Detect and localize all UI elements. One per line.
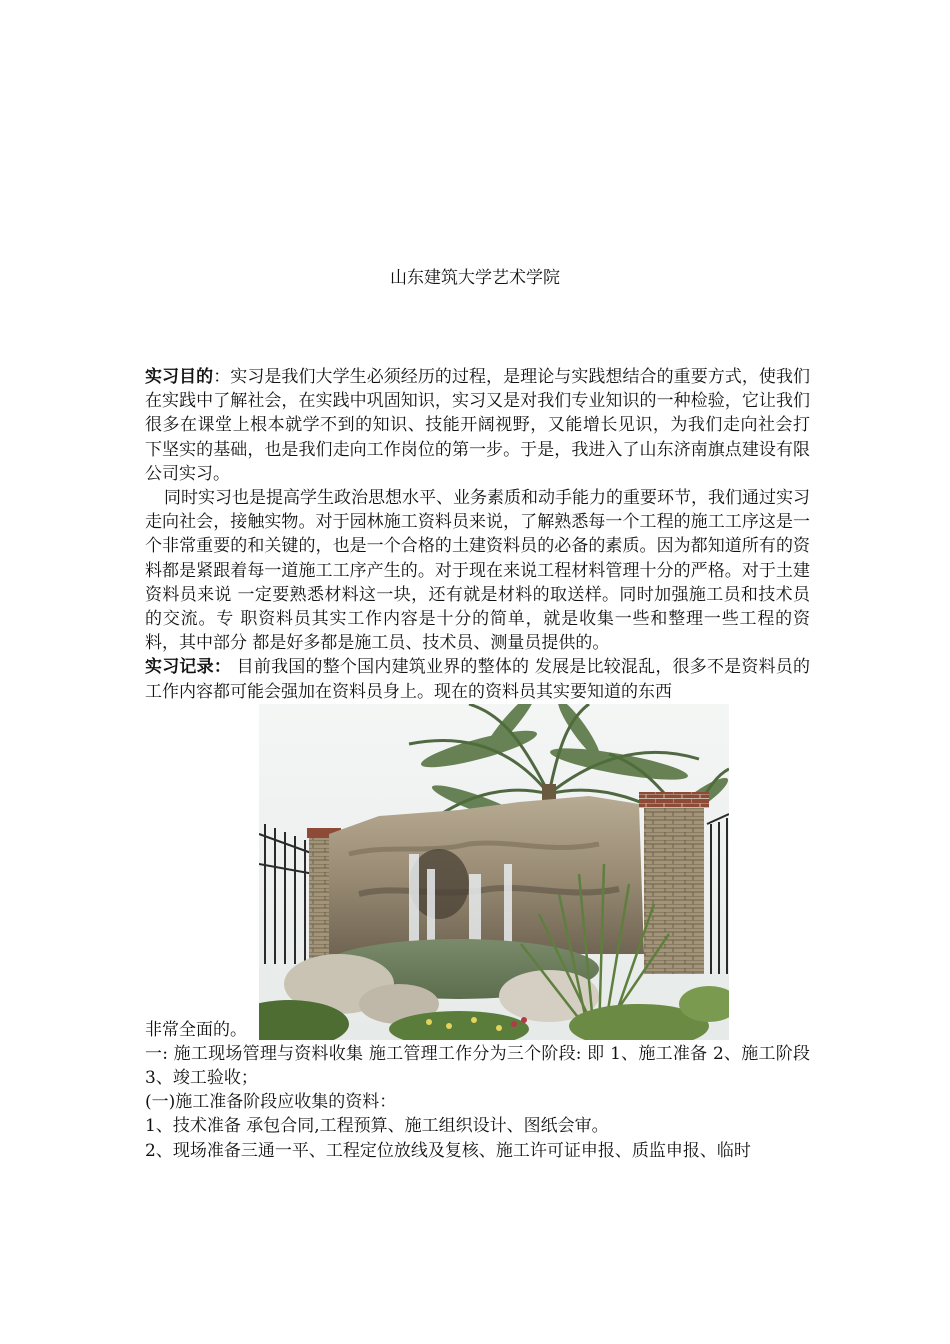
figure-line (145, 704, 810, 1042)
garden-rockery-waterfall-photo (259, 704, 729, 1040)
purpose-text: ：实习是我们大学生必须经历的过程，是理论与实践想结合的重要方式，使我们在实践中了解社会，在实践中巩固知识，实习又是对我们专业知识的一种检验，它让我们很多在课堂上根本就学不到的知识、技能开阔视野，又能增长见识，为我们走向社会打 下坚实的基础，也是我们走向工作岗位的第一步。于是，我进入了山东济南旗点建设有限公司实习。 (145, 367, 811, 484)
paragraph-importance: 同时实习也是提高学生政治思想水平、业务素质和动手能力的重要环节，我们通过实习走向社会，接触实物。对于园林施工资料员来说，了解熟悉每一个工程的施工工序这是一个非常重要的和关键的，也是一个合格的土建资料员的必备的素质。因为都知道所有的资料都是紧跟着每一道施工工序产生的。对于现在来说工程材料管理十分的严格。对于土建资料员来说 一定要熟悉材料这一块，还有就是材料的取送样。同时加强施工员和技术员的交流。专 职资料员其实工作内容是十分的简单，就是收集一些和整理一些工程的资料，其中部分 都是好多都是施工员、技术员、测量员提供的。 (145, 488, 810, 654)
paragraph-record (145, 655, 810, 703)
record-label: 实习记录： (145, 657, 232, 678)
line-construction-phases: 一: 施工现场管理与资料收集 施工管理工作分为三个阶段: 即 1、施工准备 2、施工阶段 3、竣工验收； (145, 1043, 810, 1089)
document-body (145, 365, 810, 1163)
line-site-prep: 2、现场准备三通一平、工程定位放线及复核、施工许可证申报、质监申报、临时 (145, 1140, 751, 1161)
record-text: 目前我国的整个国内建筑业界的整体的 发展是比较混乱，很多不是资料员的工作内容都可能会强加在资料员身上。现在的资料员其实要知道的东西 (145, 657, 811, 702)
paragraph-purpose (145, 365, 810, 486)
line-preparation-stage: (一)施工准备阶段应收集的资料： (145, 1092, 397, 1113)
purpose-label: 实习目的 (145, 367, 214, 387)
record-tail-text: 非常全面的。 (145, 1019, 247, 1040)
page-title: 山东建筑大学艺术学院 (390, 268, 560, 288)
line-technical-prep: 1、技术准备 承包合同,工程预算、施工组织设计、图纸会审。 (145, 1116, 609, 1137)
